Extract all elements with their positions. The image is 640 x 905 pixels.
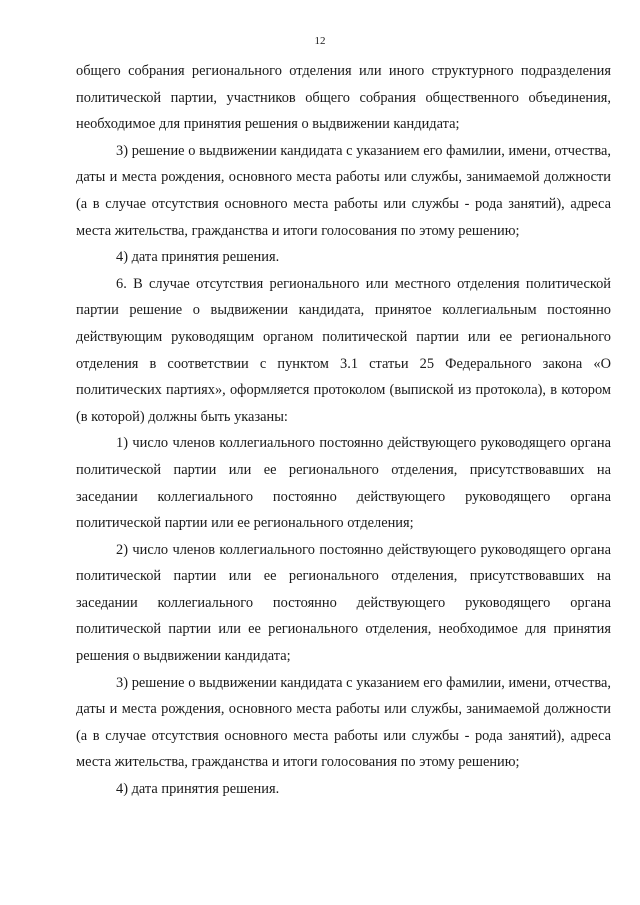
paragraph-item-4-date: 4) дата принятия решения. [116, 249, 280, 266]
paragraph-item-4-date-repeat: 4) дата принятия решения. [116, 781, 280, 798]
paragraph-item-1-members-present: 1) число членов коллегиального постоянно действующего руководящего органа политической партии или ее регионального отделения, присутствовавших на заседании коллегиального постоянно действующего руководящего органа политической партии или ее регионального отделения; [76, 435, 611, 532]
document-body [76, 58, 611, 803]
paragraph-item-3-decision: 3) решение о выдвижении кандидата с указанием его фамилии, имени, отчества, даты и места рождения, основного места работы или службы, занимаемой должности (а в случае отсутствия основного места работы или службы - рода занятий), адреса места жительства, гражданства и итоги голосования по этому решению; [76, 142, 611, 239]
paragraph-item-2-members-required: 2) число членов коллегиального постоянно действующего руководящего органа политической партии или ее регионального отделения, присутствовавших на заседании коллегиального постоянно действующего руководящего органа политической партии или ее регионального отделения, необходимое для принятия решения о выдвижении кандидата; [76, 541, 611, 665]
page-number: 12 [314, 35, 326, 47]
paragraph-clause-6: 6. В случае отсутствия регионального или местного отделения политической партии решение о выдвижении кандидата, принятое коллегиальным постоянно действующим руководящим органом политической партии или ее регионального отделения в соответствии с пунктом 3.1 статьи 25 Федерального закона «О политических партиях», оформляется протоколом (выпиской из протокола), в котором (в которой) должны быть указаны: [76, 275, 611, 425]
paragraph-continuation: общего собрания регионального отделения или иного структурного подразделения политической партии, участников общего собрания общественного объединения, необходимое для принятия решения о выдвижении кандидата; [76, 63, 611, 133]
paragraph-item-3-decision-repeat: 3) решение о выдвижении кандидата с указанием его фамилии, имени, отчества, даты и места рождения, основного места работы или службы, занимаемой должности (а в случае отсутствия основного места работы или службы - рода занятий), адреса места жительства, гражданства и итоги голосования по этому решению; [76, 674, 611, 771]
